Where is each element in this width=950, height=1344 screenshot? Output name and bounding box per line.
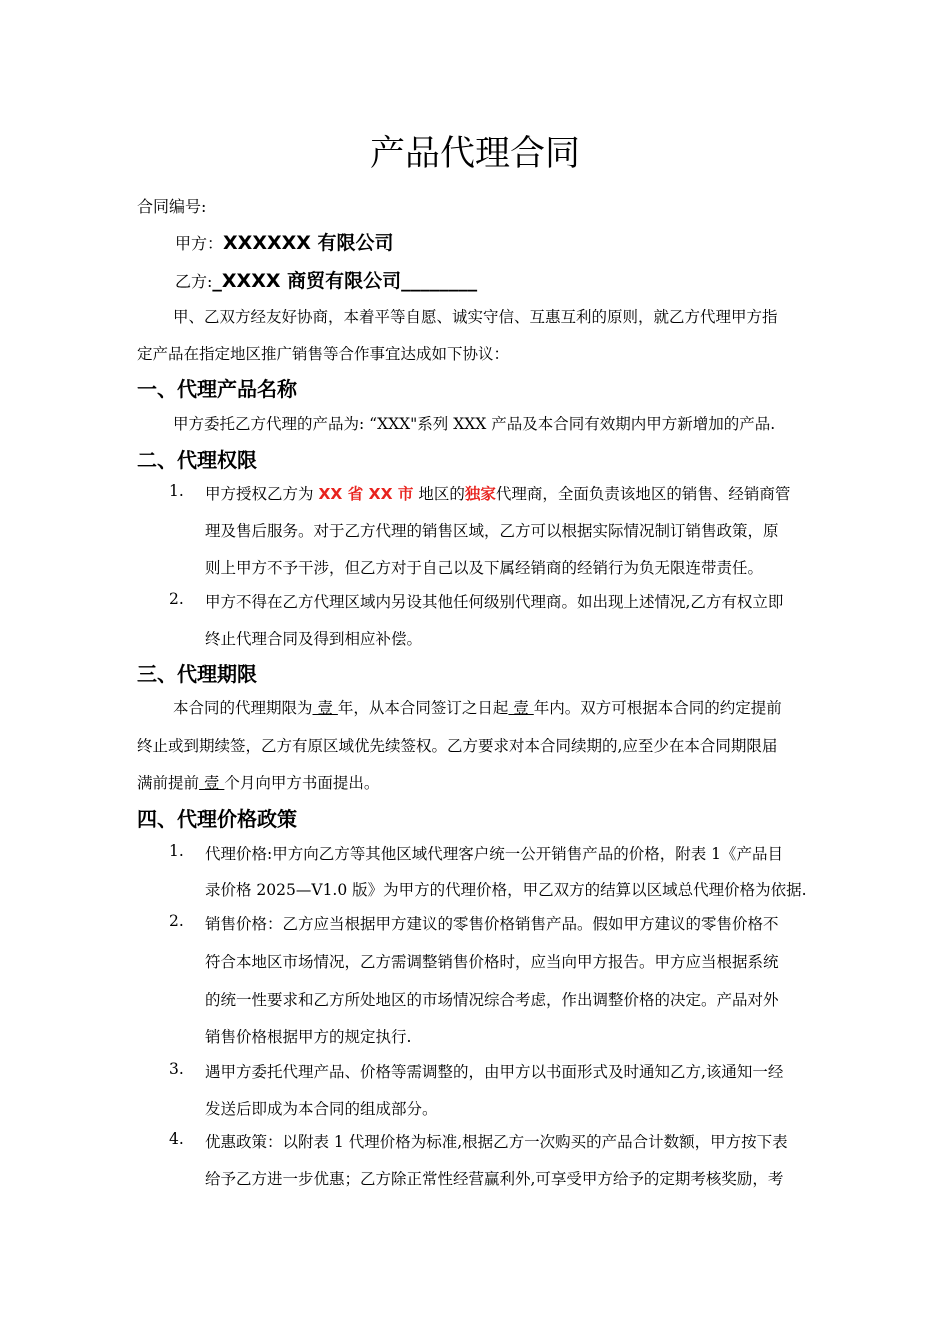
- section-heading-product: 一、代理产品名称: [137, 377, 297, 401]
- underlined-value: 壹: [199, 774, 225, 792]
- price-item-1-line-1: 代理价格:甲方向乙方等其他区域代理客户统一公开销售产品的价格，附表 1《产品目: [205, 845, 784, 863]
- authority-item-2-line-1: 甲方不得在乙方代理区域内另设其他任何级别代理商。如出现上述情况,乙方有权立即: [205, 593, 784, 611]
- party-a: [175, 228, 394, 255]
- list-number: 1.: [169, 842, 184, 860]
- contract-number-label: 合同编号:: [137, 197, 207, 216]
- party-a-label: 甲方：: [175, 234, 224, 253]
- list-number: 4.: [169, 1130, 184, 1148]
- authority-item-1-line-2: 理及售后服务。对于乙方代理的销售区域，乙方可以根据实际情况制订销售政策，原: [205, 522, 779, 540]
- text-segment: 年，从本合同签订之日起: [337, 699, 509, 717]
- intro-line-1: 甲、乙双方经友好协商，本着平等自愿、诚实守信、互惠互利的原则，就乙方代理甲方指: [173, 308, 778, 326]
- price-item-2-line-1: 销售价格：乙方应当根据甲方建议的零售价格销售产品。假如甲方建议的零售价格不: [205, 915, 779, 933]
- underlined-value: 壹: [508, 699, 534, 717]
- party-b: [175, 266, 477, 293]
- section-heading-price: 四、代理价格政策: [137, 807, 297, 831]
- list-number: 2.: [169, 912, 184, 930]
- list-number: 3.: [169, 1060, 184, 1078]
- price-item-2-line-3: 的统一性要求和乙方所处地区的市场情况综合考虑，作出调整价格的决定。产品对外: [205, 991, 779, 1009]
- text-segment: 年内。双方可根据本合同的约定提前: [533, 699, 782, 717]
- authority-item-2-line-2: 终止代理合同及得到相应补偿。: [205, 630, 423, 648]
- text-segment: 甲方授权乙方为: [205, 485, 319, 503]
- price-item-4-line-2: 给予乙方进一步优惠；乙方除正常性经营赢利外,可享受甲方给予的定期考核奖励，考: [205, 1170, 784, 1188]
- price-item-2-line-4: 销售价格根据甲方的规定执行.: [205, 1028, 412, 1046]
- exclusive-highlight: 独家: [464, 485, 496, 503]
- document-title: 产品代理合同: [369, 134, 580, 174]
- price-item-1-line-2: 录价格 2025—V1.0 版》为甲方的代理价格，甲乙双方的结算以区域总代理价格为依据.: [205, 881, 807, 899]
- text-segment: 代理商，全面负责该地区的销售、经销商管: [495, 485, 791, 503]
- list-number: 2.: [169, 590, 184, 608]
- section-product-text: 甲方委托乙方代理的产品为: “XXX"系列 XXX 产品及本合同有效期内甲方新增加的产品.: [173, 415, 776, 433]
- price-item-4-line-1: 优惠政策：以附表 1 代理价格为标准,根据乙方一次购买的产品合计数额，甲方按下表: [205, 1133, 788, 1151]
- intro-line-2: 定产品在指定地区推广销售等合作事宜达成如下协议：: [137, 345, 510, 363]
- term-line-2: 终止或到期续签，乙方有原区域优先续签权。乙方要求对本合同续期的,应至少在本合同期限届: [137, 737, 778, 755]
- section-heading-authority: 二、代理权限: [137, 448, 257, 472]
- price-item-2-line-2: 符合本地区市场情况，乙方需调整销售价格时，应当向甲方报告。甲方应当根据系统: [205, 953, 779, 971]
- party-b-label: 乙方:: [175, 272, 213, 291]
- price-item-3-line-1: 遇甲方委托代理产品、价格等需调整的，由甲方以书面形式及时通知乙方,该通知一经: [205, 1063, 784, 1081]
- section-heading-term: 三、代理期限: [137, 662, 257, 686]
- text-segment: 个月向甲方书面提出。: [224, 774, 380, 792]
- region-highlight: XX 省 XX 市: [318, 485, 414, 503]
- authority-item-1-line-3: 则上甲方不予干涉，但乙方对于自己以及下属经销商的经销行为负无限连带责任。: [205, 559, 764, 577]
- term-line-3: [137, 771, 379, 793]
- text-segment: 本合同的代理期限为: [173, 699, 313, 717]
- text-segment: 地区的: [413, 485, 465, 503]
- authority-item-1-line-1: [205, 482, 790, 504]
- price-item-3-line-2: 发送后即成为本合同的组成部分。: [205, 1100, 438, 1118]
- party-b-name: _XXXX 商贸有限公司________: [212, 270, 478, 292]
- underlined-value: 壹: [312, 699, 338, 717]
- list-number: 1.: [169, 482, 184, 500]
- text-segment: 满前提前: [137, 774, 200, 792]
- party-a-name: XXXXXX 有限公司: [223, 232, 394, 254]
- term-line-1: [173, 696, 782, 718]
